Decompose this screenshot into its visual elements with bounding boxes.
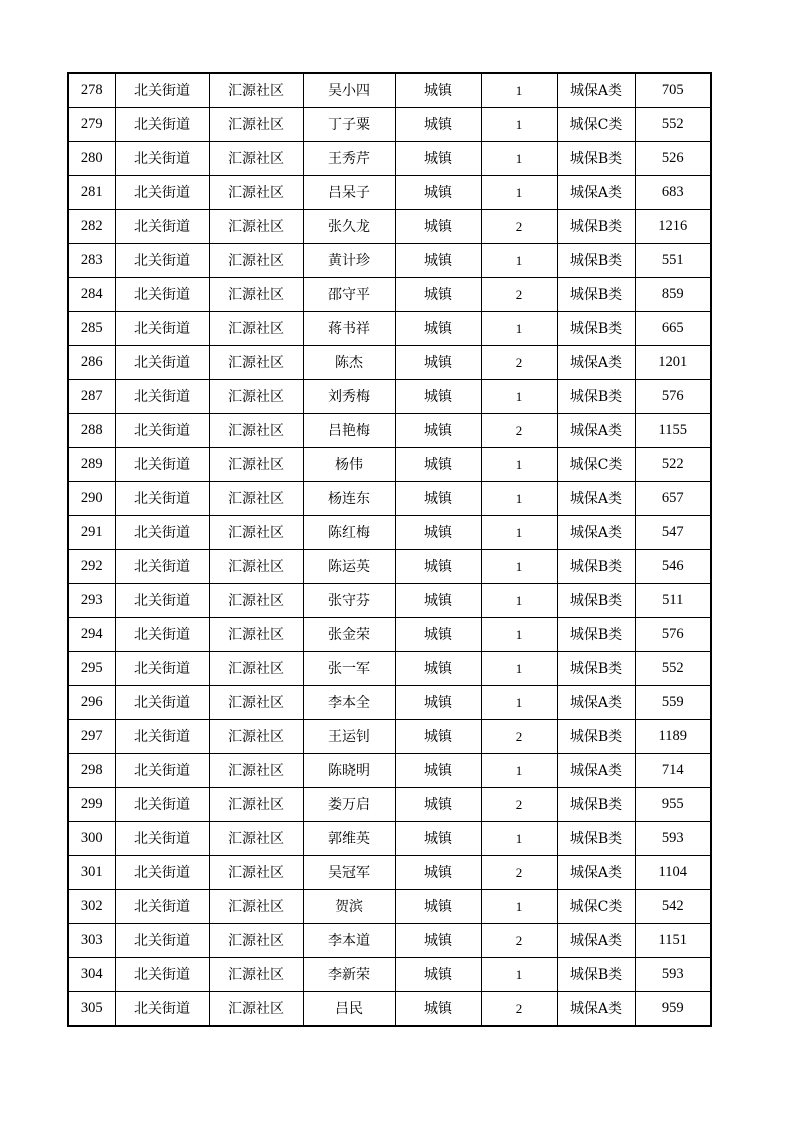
residence-type-cell: 城镇 bbox=[395, 618, 481, 652]
table-row bbox=[68, 652, 711, 686]
serial-number-cell: 290 bbox=[68, 482, 115, 516]
community-cell: 汇源社区 bbox=[209, 73, 303, 108]
subdistrict-cell: 北关街道 bbox=[115, 584, 209, 618]
residence-type-cell: 城镇 bbox=[395, 754, 481, 788]
table-row bbox=[68, 176, 711, 210]
table-row bbox=[68, 788, 711, 822]
subdistrict-cell: 北关街道 bbox=[115, 550, 209, 584]
household-size-cell: 2 bbox=[481, 788, 557, 822]
amount-cell: 576 bbox=[635, 618, 711, 652]
serial-number-cell: 278 bbox=[68, 73, 115, 108]
insurance-category-cell: 城保B类 bbox=[557, 380, 635, 414]
table-row bbox=[68, 448, 711, 482]
household-size-cell: 2 bbox=[481, 278, 557, 312]
household-size-cell: 2 bbox=[481, 346, 557, 380]
community-cell: 汇源社区 bbox=[209, 584, 303, 618]
subdistrict-cell: 北关街道 bbox=[115, 992, 209, 1027]
name-cell: 张一军 bbox=[303, 652, 395, 686]
serial-number-cell: 302 bbox=[68, 890, 115, 924]
serial-number-cell: 286 bbox=[68, 346, 115, 380]
insurance-category-cell: 城保A类 bbox=[557, 516, 635, 550]
subdistrict-cell: 北关街道 bbox=[115, 720, 209, 754]
residence-type-cell: 城镇 bbox=[395, 448, 481, 482]
amount-cell: 714 bbox=[635, 754, 711, 788]
amount-cell: 559 bbox=[635, 686, 711, 720]
serial-number-cell: 303 bbox=[68, 924, 115, 958]
residence-type-cell: 城镇 bbox=[395, 856, 481, 890]
community-cell: 汇源社区 bbox=[209, 856, 303, 890]
name-cell: 李本全 bbox=[303, 686, 395, 720]
serial-number-cell: 285 bbox=[68, 312, 115, 346]
name-cell: 杨连东 bbox=[303, 482, 395, 516]
insurance-category-cell: 城保C类 bbox=[557, 890, 635, 924]
subdistrict-cell: 北关街道 bbox=[115, 686, 209, 720]
household-size-cell: 1 bbox=[481, 244, 557, 278]
amount-cell: 683 bbox=[635, 176, 711, 210]
serial-number-cell: 287 bbox=[68, 380, 115, 414]
insurance-category-cell: 城保B类 bbox=[557, 822, 635, 856]
amount-cell: 1155 bbox=[635, 414, 711, 448]
residence-type-cell: 城镇 bbox=[395, 312, 481, 346]
community-cell: 汇源社区 bbox=[209, 346, 303, 380]
name-cell: 蒋书祥 bbox=[303, 312, 395, 346]
table-row bbox=[68, 278, 711, 312]
residence-type-cell: 城镇 bbox=[395, 108, 481, 142]
household-size-cell: 1 bbox=[481, 380, 557, 414]
amount-cell: 511 bbox=[635, 584, 711, 618]
community-cell: 汇源社区 bbox=[209, 244, 303, 278]
household-size-cell: 2 bbox=[481, 210, 557, 244]
residence-type-cell: 城镇 bbox=[395, 992, 481, 1027]
subdistrict-cell: 北关街道 bbox=[115, 210, 209, 244]
serial-number-cell: 299 bbox=[68, 788, 115, 822]
insurance-category-cell: 城保C类 bbox=[557, 448, 635, 482]
serial-number-cell: 304 bbox=[68, 958, 115, 992]
community-cell: 汇源社区 bbox=[209, 550, 303, 584]
name-cell: 杨伟 bbox=[303, 448, 395, 482]
residence-type-cell: 城镇 bbox=[395, 584, 481, 618]
insurance-category-cell: 城保B类 bbox=[557, 278, 635, 312]
residence-type-cell: 城镇 bbox=[395, 482, 481, 516]
residence-type-cell: 城镇 bbox=[395, 958, 481, 992]
table-row bbox=[68, 958, 711, 992]
insurance-category-cell: 城保B类 bbox=[557, 142, 635, 176]
insurance-category-cell: 城保A类 bbox=[557, 856, 635, 890]
residence-type-cell: 城镇 bbox=[395, 550, 481, 584]
subdistrict-cell: 北关街道 bbox=[115, 108, 209, 142]
assistance-roster-table bbox=[67, 72, 712, 1027]
insurance-category-cell: 城保B类 bbox=[557, 788, 635, 822]
table-row bbox=[68, 856, 711, 890]
subdistrict-cell: 北关街道 bbox=[115, 176, 209, 210]
residence-type-cell: 城镇 bbox=[395, 414, 481, 448]
table-row bbox=[68, 720, 711, 754]
insurance-category-cell: 城保B类 bbox=[557, 312, 635, 346]
table-row bbox=[68, 414, 711, 448]
name-cell: 李新荣 bbox=[303, 958, 395, 992]
subdistrict-cell: 北关街道 bbox=[115, 890, 209, 924]
serial-number-cell: 291 bbox=[68, 516, 115, 550]
insurance-category-cell: 城保A类 bbox=[557, 346, 635, 380]
insurance-category-cell: 城保B类 bbox=[557, 550, 635, 584]
name-cell: 吴小四 bbox=[303, 73, 395, 108]
amount-cell: 959 bbox=[635, 992, 711, 1027]
insurance-category-cell: 城保A类 bbox=[557, 992, 635, 1027]
insurance-category-cell: 城保A类 bbox=[557, 754, 635, 788]
community-cell: 汇源社区 bbox=[209, 992, 303, 1027]
community-cell: 汇源社区 bbox=[209, 176, 303, 210]
subdistrict-cell: 北关街道 bbox=[115, 142, 209, 176]
household-size-cell: 1 bbox=[481, 142, 557, 176]
subdistrict-cell: 北关街道 bbox=[115, 448, 209, 482]
subdistrict-cell: 北关街道 bbox=[115, 244, 209, 278]
serial-number-cell: 301 bbox=[68, 856, 115, 890]
community-cell: 汇源社区 bbox=[209, 618, 303, 652]
community-cell: 汇源社区 bbox=[209, 482, 303, 516]
residence-type-cell: 城镇 bbox=[395, 788, 481, 822]
subdistrict-cell: 北关街道 bbox=[115, 958, 209, 992]
serial-number-cell: 280 bbox=[68, 142, 115, 176]
amount-cell: 1189 bbox=[635, 720, 711, 754]
amount-cell: 552 bbox=[635, 108, 711, 142]
household-size-cell: 2 bbox=[481, 992, 557, 1027]
serial-number-cell: 305 bbox=[68, 992, 115, 1027]
table-row bbox=[68, 516, 711, 550]
amount-cell: 1201 bbox=[635, 346, 711, 380]
community-cell: 汇源社区 bbox=[209, 516, 303, 550]
household-size-cell: 2 bbox=[481, 720, 557, 754]
residence-type-cell: 城镇 bbox=[395, 686, 481, 720]
serial-number-cell: 298 bbox=[68, 754, 115, 788]
amount-cell: 522 bbox=[635, 448, 711, 482]
table-row bbox=[68, 550, 711, 584]
name-cell: 邵守平 bbox=[303, 278, 395, 312]
table-row bbox=[68, 244, 711, 278]
subdistrict-cell: 北关街道 bbox=[115, 618, 209, 652]
table-row bbox=[68, 108, 711, 142]
residence-type-cell: 城镇 bbox=[395, 652, 481, 686]
subdistrict-cell: 北关街道 bbox=[115, 380, 209, 414]
amount-cell: 593 bbox=[635, 958, 711, 992]
amount-cell: 955 bbox=[635, 788, 711, 822]
community-cell: 汇源社区 bbox=[209, 210, 303, 244]
name-cell: 丁子粟 bbox=[303, 108, 395, 142]
name-cell: 郭维英 bbox=[303, 822, 395, 856]
residence-type-cell: 城镇 bbox=[395, 890, 481, 924]
household-size-cell: 1 bbox=[481, 312, 557, 346]
residence-type-cell: 城镇 bbox=[395, 210, 481, 244]
subdistrict-cell: 北关街道 bbox=[115, 278, 209, 312]
amount-cell: 665 bbox=[635, 312, 711, 346]
name-cell: 贺滨 bbox=[303, 890, 395, 924]
residence-type-cell: 城镇 bbox=[395, 176, 481, 210]
amount-cell: 1216 bbox=[635, 210, 711, 244]
residence-type-cell: 城镇 bbox=[395, 720, 481, 754]
subdistrict-cell: 北关街道 bbox=[115, 346, 209, 380]
name-cell: 吴冠军 bbox=[303, 856, 395, 890]
serial-number-cell: 279 bbox=[68, 108, 115, 142]
insurance-category-cell: 城保B类 bbox=[557, 210, 635, 244]
table-row bbox=[68, 312, 711, 346]
name-cell: 黄计珍 bbox=[303, 244, 395, 278]
insurance-category-cell: 城保B类 bbox=[557, 244, 635, 278]
subdistrict-cell: 北关街道 bbox=[115, 788, 209, 822]
serial-number-cell: 292 bbox=[68, 550, 115, 584]
table-row bbox=[68, 754, 711, 788]
community-cell: 汇源社区 bbox=[209, 822, 303, 856]
household-size-cell: 1 bbox=[481, 550, 557, 584]
serial-number-cell: 283 bbox=[68, 244, 115, 278]
insurance-category-cell: 城保A类 bbox=[557, 73, 635, 108]
name-cell: 王运钊 bbox=[303, 720, 395, 754]
insurance-category-cell: 城保B类 bbox=[557, 652, 635, 686]
residence-type-cell: 城镇 bbox=[395, 244, 481, 278]
residence-type-cell: 城镇 bbox=[395, 516, 481, 550]
name-cell: 陈晓明 bbox=[303, 754, 395, 788]
household-size-cell: 1 bbox=[481, 516, 557, 550]
household-size-cell: 1 bbox=[481, 73, 557, 108]
serial-number-cell: 294 bbox=[68, 618, 115, 652]
community-cell: 汇源社区 bbox=[209, 652, 303, 686]
community-cell: 汇源社区 bbox=[209, 312, 303, 346]
table-row bbox=[68, 584, 711, 618]
name-cell: 张金荣 bbox=[303, 618, 395, 652]
table-row bbox=[68, 380, 711, 414]
name-cell: 张守芬 bbox=[303, 584, 395, 618]
serial-number-cell: 293 bbox=[68, 584, 115, 618]
residence-type-cell: 城镇 bbox=[395, 924, 481, 958]
subdistrict-cell: 北关街道 bbox=[115, 312, 209, 346]
table-row bbox=[68, 992, 711, 1027]
name-cell: 刘秀梅 bbox=[303, 380, 395, 414]
subdistrict-cell: 北关街道 bbox=[115, 754, 209, 788]
insurance-category-cell: 城保A类 bbox=[557, 686, 635, 720]
residence-type-cell: 城镇 bbox=[395, 278, 481, 312]
name-cell: 陈运英 bbox=[303, 550, 395, 584]
residence-type-cell: 城镇 bbox=[395, 822, 481, 856]
community-cell: 汇源社区 bbox=[209, 720, 303, 754]
household-size-cell: 1 bbox=[481, 686, 557, 720]
subdistrict-cell: 北关街道 bbox=[115, 652, 209, 686]
name-cell: 吕艳梅 bbox=[303, 414, 395, 448]
community-cell: 汇源社区 bbox=[209, 924, 303, 958]
community-cell: 汇源社区 bbox=[209, 958, 303, 992]
amount-cell: 1151 bbox=[635, 924, 711, 958]
insurance-category-cell: 城保C类 bbox=[557, 108, 635, 142]
amount-cell: 657 bbox=[635, 482, 711, 516]
community-cell: 汇源社区 bbox=[209, 448, 303, 482]
serial-number-cell: 281 bbox=[68, 176, 115, 210]
amount-cell: 547 bbox=[635, 516, 711, 550]
household-size-cell: 2 bbox=[481, 856, 557, 890]
residence-type-cell: 城镇 bbox=[395, 73, 481, 108]
table-row bbox=[68, 924, 711, 958]
insurance-category-cell: 城保A类 bbox=[557, 482, 635, 516]
subdistrict-cell: 北关街道 bbox=[115, 822, 209, 856]
insurance-category-cell: 城保B类 bbox=[557, 720, 635, 754]
insurance-category-cell: 城保A类 bbox=[557, 414, 635, 448]
amount-cell: 859 bbox=[635, 278, 711, 312]
insurance-category-cell: 城保B类 bbox=[557, 618, 635, 652]
residence-type-cell: 城镇 bbox=[395, 380, 481, 414]
community-cell: 汇源社区 bbox=[209, 278, 303, 312]
community-cell: 汇源社区 bbox=[209, 754, 303, 788]
insurance-category-cell: 城保A类 bbox=[557, 924, 635, 958]
subdistrict-cell: 北关街道 bbox=[115, 414, 209, 448]
insurance-category-cell: 城保B类 bbox=[557, 584, 635, 618]
table-row bbox=[68, 482, 711, 516]
household-size-cell: 1 bbox=[481, 482, 557, 516]
name-cell: 李本道 bbox=[303, 924, 395, 958]
community-cell: 汇源社区 bbox=[209, 890, 303, 924]
serial-number-cell: 288 bbox=[68, 414, 115, 448]
household-size-cell: 2 bbox=[481, 414, 557, 448]
name-cell: 吕呆子 bbox=[303, 176, 395, 210]
household-size-cell: 1 bbox=[481, 448, 557, 482]
subdistrict-cell: 北关街道 bbox=[115, 482, 209, 516]
table-row bbox=[68, 618, 711, 652]
amount-cell: 552 bbox=[635, 652, 711, 686]
amount-cell: 546 bbox=[635, 550, 711, 584]
amount-cell: 576 bbox=[635, 380, 711, 414]
community-cell: 汇源社区 bbox=[209, 414, 303, 448]
subdistrict-cell: 北关街道 bbox=[115, 516, 209, 550]
subdistrict-cell: 北关街道 bbox=[115, 73, 209, 108]
community-cell: 汇源社区 bbox=[209, 108, 303, 142]
community-cell: 汇源社区 bbox=[209, 686, 303, 720]
serial-number-cell: 296 bbox=[68, 686, 115, 720]
name-cell: 陈红梅 bbox=[303, 516, 395, 550]
household-size-cell: 1 bbox=[481, 958, 557, 992]
household-size-cell: 1 bbox=[481, 652, 557, 686]
table-row bbox=[68, 73, 711, 108]
serial-number-cell: 295 bbox=[68, 652, 115, 686]
table-row bbox=[68, 142, 711, 176]
table-body bbox=[68, 73, 711, 1026]
household-size-cell: 1 bbox=[481, 822, 557, 856]
serial-number-cell: 282 bbox=[68, 210, 115, 244]
household-size-cell: 2 bbox=[481, 924, 557, 958]
household-size-cell: 1 bbox=[481, 618, 557, 652]
household-size-cell: 1 bbox=[481, 754, 557, 788]
household-size-cell: 1 bbox=[481, 108, 557, 142]
residence-type-cell: 城镇 bbox=[395, 142, 481, 176]
serial-number-cell: 297 bbox=[68, 720, 115, 754]
amount-cell: 542 bbox=[635, 890, 711, 924]
name-cell: 陈杰 bbox=[303, 346, 395, 380]
table-row bbox=[68, 686, 711, 720]
residence-type-cell: 城镇 bbox=[395, 346, 481, 380]
community-cell: 汇源社区 bbox=[209, 380, 303, 414]
table-row bbox=[68, 210, 711, 244]
household-size-cell: 1 bbox=[481, 584, 557, 618]
insurance-category-cell: 城保A类 bbox=[557, 176, 635, 210]
table-row bbox=[68, 890, 711, 924]
name-cell: 娄万启 bbox=[303, 788, 395, 822]
amount-cell: 593 bbox=[635, 822, 711, 856]
name-cell: 吕民 bbox=[303, 992, 395, 1027]
amount-cell: 705 bbox=[635, 73, 711, 108]
community-cell: 汇源社区 bbox=[209, 142, 303, 176]
name-cell: 张久龙 bbox=[303, 210, 395, 244]
name-cell: 王秀芹 bbox=[303, 142, 395, 176]
amount-cell: 551 bbox=[635, 244, 711, 278]
household-size-cell: 1 bbox=[481, 176, 557, 210]
community-cell: 汇源社区 bbox=[209, 788, 303, 822]
table-row bbox=[68, 346, 711, 380]
insurance-category-cell: 城保B类 bbox=[557, 958, 635, 992]
table-row bbox=[68, 822, 711, 856]
serial-number-cell: 289 bbox=[68, 448, 115, 482]
subdistrict-cell: 北关街道 bbox=[115, 924, 209, 958]
subdistrict-cell: 北关街道 bbox=[115, 856, 209, 890]
serial-number-cell: 284 bbox=[68, 278, 115, 312]
amount-cell: 1104 bbox=[635, 856, 711, 890]
serial-number-cell: 300 bbox=[68, 822, 115, 856]
household-size-cell: 1 bbox=[481, 890, 557, 924]
amount-cell: 526 bbox=[635, 142, 711, 176]
